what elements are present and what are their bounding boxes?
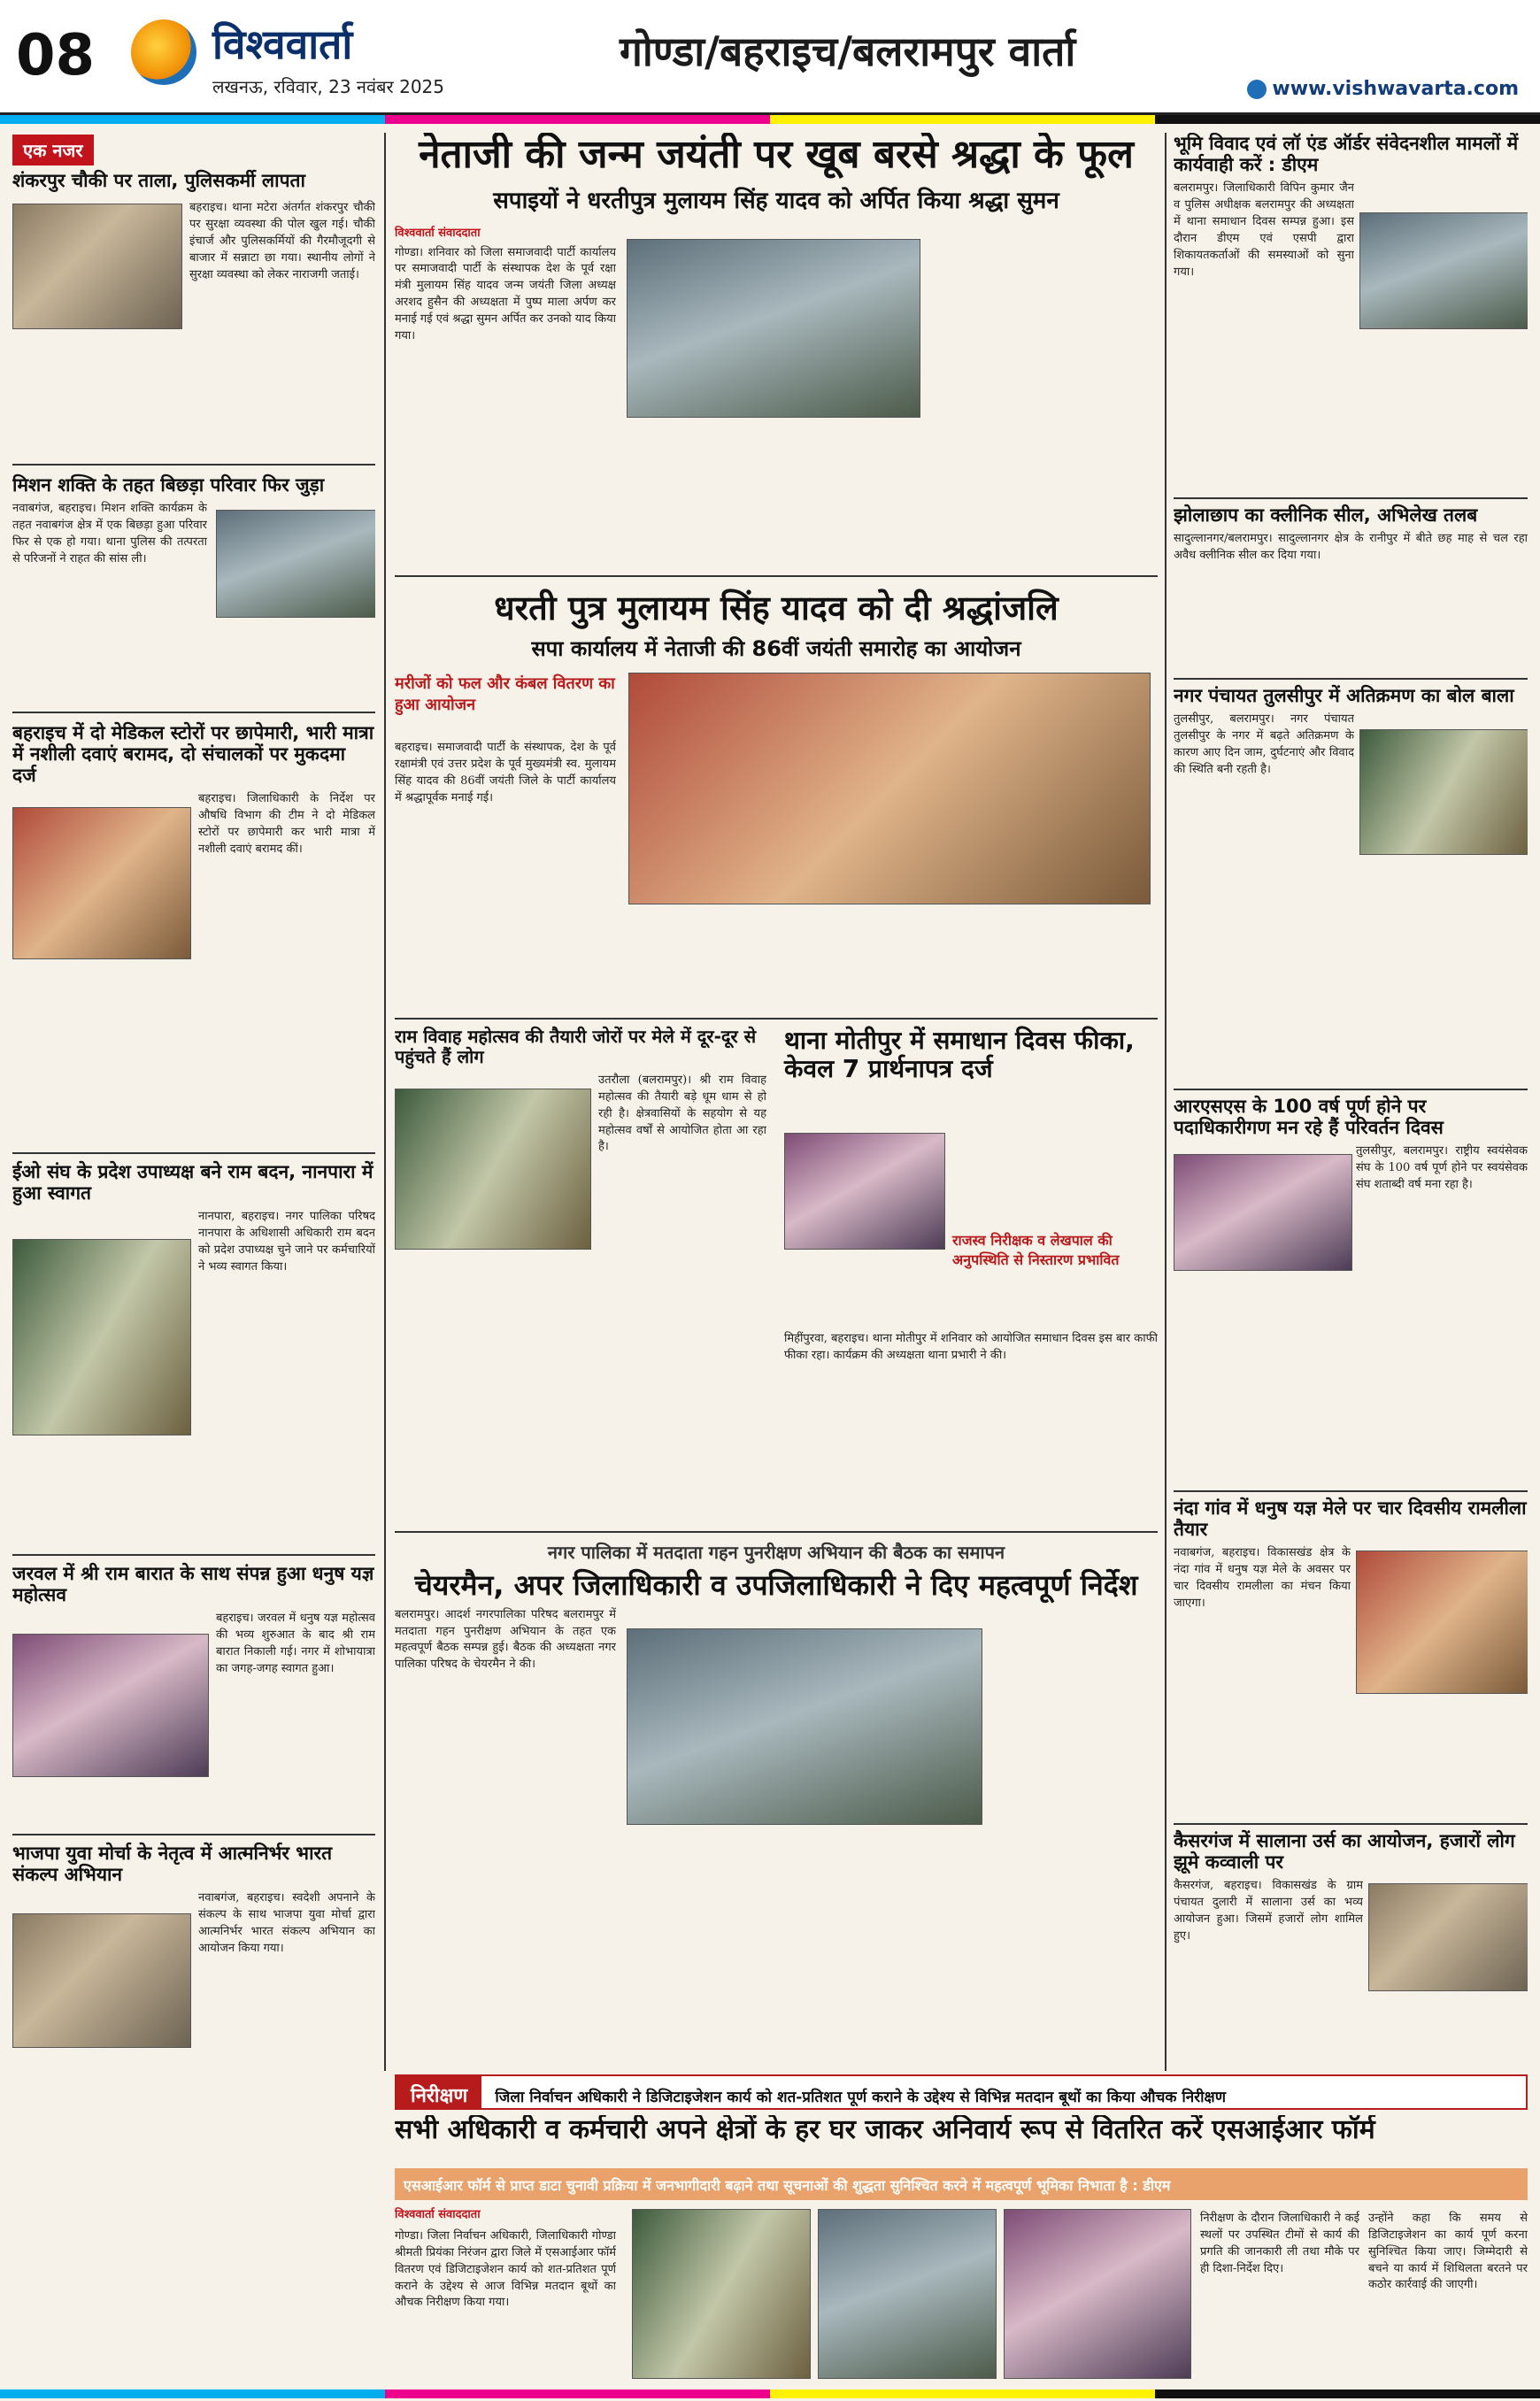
story-3-text: उतरौला (बलरामपुर)। श्री राम विवाह महोत्सव की तैयारी बड़े धूम धाम से हो रही है। क्षेत्रवासियों के सहयोग से यह महोत्सव वर्षों से आयोजित होता आ रहा है। — [598, 1074, 766, 1154]
story-5[interactable] — [395, 1540, 1158, 2035]
inspection-band — [395, 2074, 1528, 2110]
right-story-1-photo — [1359, 212, 1528, 329]
bottom-subheadline: एसआईआर फॉर्म से प्राप्त डाटा चुनावी प्रक्रिया में जनभागीदारी बढ़ाने तथा सूचनाओं की शुद्धता सुनिश्चित करने में महत्वपूर्ण भूमिका निभाता है : डीएम — [404, 2177, 1171, 2194]
bottom-color-bar — [0, 2389, 1540, 2398]
lead-headline: नेताजी की जन्म जयंती पर खूब बरसे श्रद्धा के फूल — [419, 133, 1134, 177]
right-story-4-headline: आरएसएस के 100 वर्ष पूर्ण होने पर पदाधिकारीगण मन रहे हैं परिवर्तन दिवस — [1174, 1096, 1444, 1139]
divider — [12, 1834, 375, 1835]
story-5-kicker: नगर पालिका में मतदाता गहन पुनरीक्षण अभियान की बैठक का समापन — [547, 1542, 1005, 1563]
divider — [1174, 1089, 1528, 1090]
divider — [395, 1018, 1158, 1020]
story-6-headline: भाजपा युवा मोर्चा के नेतृत्व में आत्मनिर्भर भारत संकल्प अभियान — [12, 1843, 333, 1886]
color-bar — [0, 115, 1540, 124]
right-story-2-text: सादुल्लानगर/बलरामपुर। सादुल्लानगर क्षेत्र के रानीपुर में बीते छह माह से चल रहा अवैध क्लीनिक सील कर दिया गया। — [1174, 532, 1528, 562]
globe-icon — [1247, 80, 1267, 99]
inspection-label: निरीक्षण — [397, 2076, 481, 2110]
divider — [395, 1531, 1158, 1533]
right-story-1-text: बलरामपुर। जिलाधिकारी विपिन कुमार जैन व पुलिस अधीक्षक बलरामपुर की अध्यक्षता में थाना समाधान दिवस सम्पन्न हुआ। इस दौरान डीएम एवं एसपी द्वारा शिकायतकर्ताओं की समस्याओं को सुना गया। — [1174, 181, 1354, 279]
right-story-4-photo — [1174, 1154, 1352, 1271]
story-1-headline: शंकरपुर चौकी पर ताला, पुलिसकर्मी लापता — [12, 170, 305, 191]
story-4-headline: ईओ संघ के प्रदेश उपाध्यक्ष बने राम बदन, नानपारा में हुआ स्वागत — [12, 1161, 373, 1204]
story-5-headline: चेयरमैन, अपर जिलाधिकारी व उपजिलाधिकारी ने दिए महत्वपूर्ण निर्देश — [414, 1568, 1138, 1602]
story-5-photo — [627, 1628, 982, 1825]
right-column — [1174, 133, 1528, 2071]
story-4-photo — [12, 1239, 191, 1435]
bottom-photo-2 — [818, 2209, 997, 2379]
right-story-3-text: तुलसीपुर, बलरामपुर। नगर पंचायत तुलसीपुर के नगर में बढ़ते अतिक्रमण के कारण आए दिन जाम, दुर्घटनाएं और विवाद की स्थिति बनी रहती है। — [1174, 712, 1354, 776]
divider — [1174, 497, 1528, 499]
story-4-photo — [784, 1133, 945, 1250]
story-3-headline: राम विवाह महोत्सव की तैयारी जोरों पर मेले में दूर-दूर से पहुंचते हैं लोग — [395, 1026, 757, 1067]
story-3[interactable] — [395, 1027, 766, 1522]
right-story-1-headline: भूमि विवाद एवं लॉ एंड ऑर्डर संवेदनशील मामलों में कार्यवाही करें : डीएम — [1174, 133, 1519, 176]
page-number: 08 — [16, 23, 96, 88]
bottom-subband — [395, 2168, 1528, 2200]
right-story-2[interactable] — [1174, 504, 1528, 673]
bottom-byline: विश्ववार्ता संवाददाता — [395, 2208, 481, 2221]
lead-subheadline: सपाइयों ने धरतीपुत्र मुलायम सिंह यादव को अर्पित किया श्रद्धा सुमन — [493, 187, 1059, 214]
story-5-headline: जरवल में श्री राम बारात के साथ संपन्न हुआ धनुष यज्ञ महोत्सव — [12, 1563, 374, 1606]
right-story-5[interactable] — [1174, 1497, 1528, 1816]
right-story-6[interactable] — [1174, 1830, 1528, 2069]
right-story-4[interactable] — [1174, 1096, 1528, 1485]
right-story-3[interactable] — [1174, 685, 1528, 1083]
story-4[interactable] — [12, 1161, 375, 1551]
story-2-photo — [628, 673, 1151, 904]
story-6[interactable] — [12, 1843, 375, 2064]
story-2-note: मरीजों को फल और कंबल वितरण का हुआ आयोजन — [395, 674, 615, 714]
story-3-headline: बहराइच में दो मेडिकल स्टोरों पर छापेमारी, भारी मात्रा में नशीली दवाएं बरामद, दो संचालकों पर मुकदमा दर्ज — [12, 722, 374, 787]
right-story-1[interactable] — [1174, 133, 1528, 496]
divider — [1174, 1490, 1528, 1492]
lead-text: गोण्डा। शनिवार को जिला समाजवादी पार्टी कार्यालय पर समाजवादी पार्टी के संस्थापक देश के पूर्व रक्षा मंत्री मुलायम सिंह यादव जन्म जयंती जिला अध्यक्ष अरशद हुसैन की अध्यक्षता में पुष्प माला अर्पण कर मनाई गई एवं श्रद्धा सुमन अर्पित कर उनको याद किया गया। — [395, 245, 616, 342]
dateline: लखनऊ, रविवार, 23 नवंबर 2025 — [212, 76, 444, 97]
ek-nazar-tag: एक नजर — [12, 135, 94, 165]
story-3-text: बहराइच। जिलाधिकारी के निर्देश पर औषधि विभाग की टीम ने दो मेडिकल स्टोरों पर छापेमारी कर भारी मात्रा में नशीली दवाएं बरामद कीं। — [198, 792, 375, 856]
bottom-text-1: गोण्डा। जिला निर्वाचन अधिकारी, जिलाधिकारी गोण्डा श्रीमती प्रियंका निरंजन द्वारा जिले में एसआईआर फॉर्म वितरण एवं डिजिटाइजेशन कार्य को शत-प्रतिशत पूर्ण कराने के उद्देश्य से आज विभिन्न मतदान बूथों का औचक निरीक्षण किया गया। — [395, 2229, 616, 2310]
brand-name[interactable]: विश्ववार्ता — [212, 20, 353, 68]
story-3-photo — [395, 1089, 591, 1250]
right-story-3-headline: नगर पंचायत तुलसीपुर में अतिक्रमण का बोल बाला — [1174, 685, 1514, 706]
story-1-text: बहराइच। थाना मटेरा अंतर्गत शंकरपुर चौकी पर सुरक्षा व्यवस्था की पोल खुल गई। चौकी इंचार्ज और पुलिसकर्मियों की गैरमौजूदगी से बाजार में सन्नाटा छा गया। स्थानीय लोगों ने सुरक्षा व्यवस्था को लेकर नाराजगी जताई। — [189, 201, 375, 281]
bottom-photo-3 — [1004, 2209, 1191, 2379]
story-3-photo — [12, 807, 191, 959]
right-story-6-headline: कैसरगंज में सालाना उर्स का आयोजन, हजारों लोग झूमे कव्वाली पर — [1174, 1830, 1515, 1874]
story-4-headline: थाना मोतीपुर में समाधान दिवस फीका, केवल 7 प्रार्थनापत्र दर्ज — [784, 1026, 1135, 1084]
divider — [12, 1554, 375, 1556]
story-1[interactable] — [12, 170, 375, 462]
right-story-2-headline: झोलाछाप का क्लीनिक सील, अभिलेख तलब — [1174, 504, 1478, 526]
inspection-kicker: जिला निर्वाचन अधिकारी ने डिजिटाइजेशन कार्य को शत-प्रतिशत पूर्ण कराने के उद्देश्य से विभिन्न मतदान बूथों का किया औचक निरीक्षण — [495, 2089, 1227, 2106]
divider — [395, 575, 1158, 577]
right-story-5-photo — [1356, 1551, 1528, 1694]
story-4-text: नानपारा, बहराइच। नगर पालिका परिषद नानपारा के अधिशासी अधिकारी राम बदन को प्रदेश उपाध्यक्ष चुने जाने पर कर्मचारियों ने भव्य स्वागत किया। — [198, 1210, 375, 1274]
website-label: www.vishwavarta.com — [1272, 78, 1519, 100]
story-6-text: नवाबगंज, बहराइच। स्वदेशी अपनाने के संकल्प के साथ भाजपा युवा मोर्चा द्वारा आत्मनिर्भर भारत संकल्प अभियान का आयोजन किया गया। — [198, 1891, 375, 1955]
story-5-text: बलरामपुर। आदर्श नगरपालिका परिषद बलरामपुर में मतदाता गहन पुनरीक्षण अभियान के तहत एक महत्वपूर्ण बैठक सम्पन्न हुई। बैठक की अध्यक्षता नगर पालिका परिषद के चेयरमैन ने की। — [395, 1607, 616, 1672]
lead-byline: विश्ववार्ता संवाददाता — [395, 226, 481, 240]
story-6-photo — [12, 1913, 191, 2048]
story-5-photo — [12, 1634, 209, 1777]
section-title: गोण्डा/बहराइच/बलरामपुर वार्ता — [620, 27, 1076, 75]
story-2-photo — [216, 510, 375, 618]
divider — [1174, 1823, 1528, 1825]
bottom-text-3: उन्होंने कहा कि समय से डिजिटाइजेशन का कार्य पूर्ण करना सुनिश्चित किया जाए। जिम्मेदारी से बचने या कार्य में शिथिलता बरतने पर कठोर कार्रवाई की जाएगी। — [1368, 2212, 1528, 2292]
masthead — [0, 0, 1540, 115]
story-1-photo — [12, 204, 182, 329]
bottom-photo-1 — [632, 2209, 811, 2379]
right-story-4-text: तुलसीपुर, बलरामपुर। राष्ट्रीय स्वयंसेवक संघ के 100 वर्ष पूर्ण होने पर स्वयंसेवक संघ शताब्दी वर्ष मना रहा है। — [1356, 1144, 1528, 1191]
right-story-5-text: नवाबगंज, बहराइच। विकासखंड क्षेत्र के नंदा गांव में धनुष यज्ञ मेले के अवसर पर चार दिवसीय रामलीला का मंचन किया जाएगा। — [1174, 1546, 1351, 1610]
story-5[interactable] — [12, 1563, 375, 1828]
story-3[interactable] — [12, 722, 375, 1147]
center-column — [395, 133, 1158, 2071]
left-column — [12, 135, 375, 2064]
column-divider — [384, 133, 386, 2071]
story-2-headline: धरती पुत्र मुलायम सिंह यादव को दी श्रद्धांजलि — [494, 589, 1059, 627]
column-divider — [1165, 133, 1167, 2071]
right-story-6-text: कैसरगंज, बहराइच। विकासखंड के ग्राम पंचायत दुलारी में सालाना उर्स का भव्य आयोजन हुआ। जिसमें हजारों लोग शामिल हुए। — [1174, 1879, 1363, 1943]
divider — [12, 1152, 375, 1154]
bottom-text-2: निरीक्षण के दौरान जिलाधिकारी ने कई स्थलों पर उपस्थित टीमों से कार्य की प्रगति की जानकारी ली तथा मौके पर ही दिशा-निर्देश दिए। — [1200, 2212, 1359, 2275]
story-2-text: बहराइच। समाजवादी पार्टी के संस्थापक, देश के पूर्व रक्षामंत्री एवं उत्तर प्रदेश के पूर्व मुख्यमंत्री स्व. मुलायम सिंह यादव की 86वीं जयंती जिले के पार्टी कार्यालय में श्रद्धापूर्वक मनाई गई। — [395, 741, 616, 804]
lead-photo — [627, 239, 920, 418]
right-story-6-photo — [1368, 1883, 1528, 1991]
story-5-text: बहराइच। जरवल में धनुष यज्ञ महोत्सव की भव्य शुरुआत के बाद श्री राम बारात निकाली गई। नगर में शोभायात्रा का जगह-जगह स्वागत हुआ। — [216, 1612, 375, 1675]
website-link[interactable] — [1247, 78, 1519, 100]
story-4[interactable] — [784, 1027, 1158, 1522]
story-2-subheadline: सपा कार्यालय में नेताजी की 86वीं जयंती समारोह का आयोजन — [531, 636, 1021, 661]
brand-logo-icon — [131, 19, 196, 85]
story-4-note: राजस्व निरीक्षक व लेखपाल की अनुपस्थिति से निस्तारण प्रभावित — [952, 1232, 1120, 1268]
story-2-headline: मिशन शक्ति के तहत बिछड़ा परिवार फिर जुड़ा — [12, 474, 325, 496]
right-story-3-photo — [1359, 729, 1528, 855]
story-2-text: नवाबगंज, बहराइच। मिशन शक्ति कार्यक्रम के तहत नवाबगंज क्षेत्र में एक बिछड़ा हुआ परिवार फिर से एक हो गया। थाना पुलिस की तत्परता से परिजनों ने राहत की सांस ली। — [12, 502, 207, 566]
divider — [12, 712, 375, 713]
bottom-story[interactable] — [395, 2205, 1528, 2382]
bottom-headline-box — [395, 2115, 1528, 2168]
story-2[interactable] — [12, 474, 375, 704]
bottom-headline: सभी अधिकारी व कर्मचारी अपने क्षेत्रों के हर घर जाकर अनिवार्य रूप से वितरित करें एसआईआर फॉर्म — [395, 2115, 1375, 2145]
divider — [12, 464, 375, 466]
right-story-5-headline: नंदा गांव में धनुष यज्ञ मेले पर चार दिवसीय रामलीला तैयार — [1174, 1497, 1527, 1541]
divider — [1174, 678, 1528, 680]
story-4-text: मिहींपुरवा, बहराइच। थाना मोतीपुर में शनिवार को आयोजित समाधान दिवस इस बार काफी फीका रहा। कार्यक्रम की अध्यक्षता थाना प्रभारी ने की। — [784, 1332, 1158, 1363]
